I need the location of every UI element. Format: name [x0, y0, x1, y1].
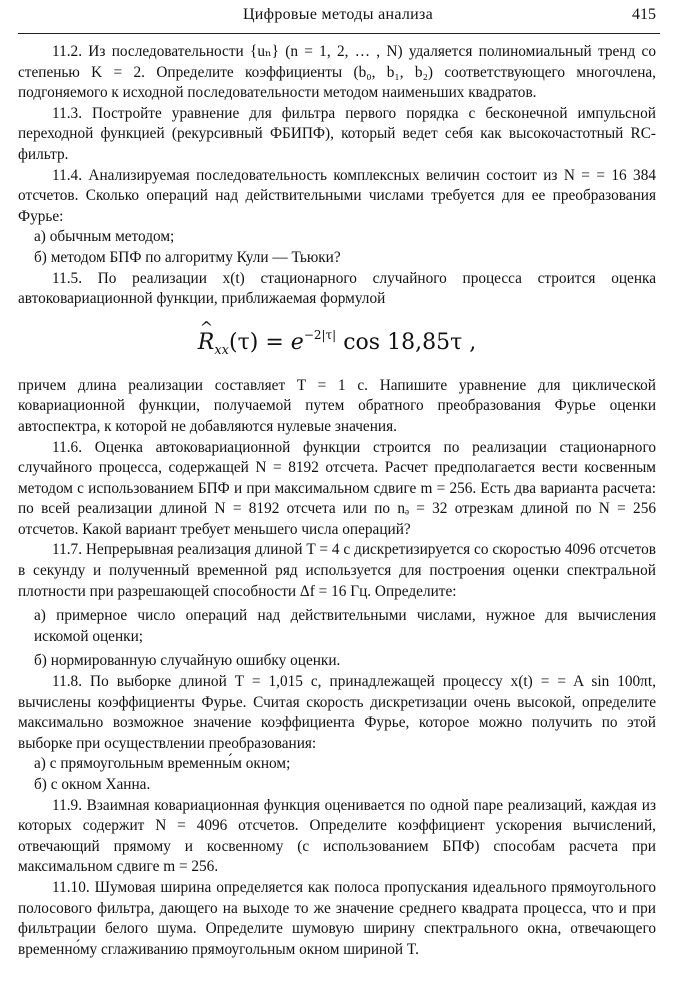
problem-11-6: 11.6. Оценка автоковариационной функции строится по реализации стационарного случайного процесса, содержащей N = 8192 отсчета. Расчет предполагается вести косвенным методом с использованием БПФ и при максимальном сдвиге m = 256. Есть два варианта расчета: по всей реализации длиной N = 8192 отсчета или по nₔ = 32 отрезкам длиной по N = 256 отсчетов. Какой вариант требует меньшего числа операций?	[18, 438, 656, 538]
formula-argument: (τ) =	[229, 329, 284, 355]
problem-11-4: 11.4. Анализируемая последовательность комплексных величин состоит из N = = 16 384 отсчетов. Сколько операций над действительными числами требуется для ее преобразования Фурье:	[18, 166, 656, 225]
problem-11-7-item-b: б) нормированную случайную ошибку оценки.	[34, 652, 341, 670]
running-head	[0, 6, 676, 32]
problem-11-2: 11.2. Из последовательности {uₙ} (n = 1, 2, … , N) удаляется полиномиальный тренд со степенью K = 2. Определите коэффициенты (b₀, b₁, b₂) соответствующего многочлена, подгоняемого к исходной последовательности методом наименьших квадратов.	[18, 43, 656, 102]
header-rule	[18, 33, 660, 34]
formula-exponent: −2|τ|	[303, 327, 337, 342]
formula-rhs: cos 18,85τ ,	[343, 329, 477, 355]
problem-11-10: 11.10. Шумовая ширина определяется как полоса пропускания идеального прямоугольного полосового фильтра, дающего на выходе то же значение среднего квадрата процесса, что и при фильтрации белого шума. Определите шумовую ширину спектрального окна, отвечающего временно́му сглаживанию прямоугольным окном шириной T.	[18, 878, 656, 958]
problem-11-8-item-b: б) с окном Ханна.	[34, 776, 151, 793]
formula-lhs-subscript: xx	[214, 342, 230, 358]
problem-11-7: 11.7. Непрерывная реализация длиной T = 4 с дискретизируется со скоростью 4096 отсчетов в секунду и полученный временной ряд используется для построения оценки спектральной плотности при разрешающей способности Δf = 16 Гц. Определите:	[18, 541, 656, 600]
running-title: Цифровые методы анализа	[242, 6, 434, 23]
formula-base: e	[290, 329, 304, 355]
problem-11-9: 11.9. Взаимная ковариационная функция оценивается по одной паре реализаций, каждая из которых содержит N = 4096 отсчетов. Определите коэффициент ускорения вычислений, отвечающий прямому и косвенному (с использованием БПФ) способам расчета при максимальном сдвиге m = 256.	[18, 796, 656, 876]
problem-11-8: 11.8. По выборке длиной T = 1,015 с, принадлежащей процессу x(t) = = A sin 100πt, вычислены коэффициенты Фурье. Считая скорость дискретизации очень высокой, определите максимально возможное значение коэффициента Фурье, которое можно получить по этой выборке при осуществлении преобразования:	[18, 673, 656, 752]
autocovariance-formula	[18, 320, 656, 366]
problem-11-5-continued: причем длина реализации составляет T = 1 с. Напишите уравнение для циклической ковариационной функции, получаемой путем обратного преобразования Фурье оценки автоспектра, к которой не добавляются нулевые значения.	[18, 376, 656, 435]
problem-list	[18, 42, 656, 960]
problem-11-4-item-a: а) обычным методом;	[34, 228, 175, 246]
problem-11-3: 11.3. Постройте уравнение для фильтра первого порядка с бесконечной импульсной переходной функцией (рекурсивный ФБИПФ), который ведет себя как высокочастотный RC-фильтр.	[18, 104, 656, 163]
formula-lhs: ^ R	[198, 328, 215, 358]
problem-11-4-item-b: б) методом БПФ по алгоритму Кули — Тьюки?	[34, 248, 341, 266]
page-number: 415	[632, 6, 656, 23]
problem-11-8-item-a: а) с прямоугольным временны́м окном;	[34, 755, 291, 773]
problem-11-5: 11.5. По реализации x(t) стационарного случайного процесса строится оценка автоковариационной функции, приближаемая формулой	[18, 269, 656, 308]
problem-11-7-item-a: а) примерное число операций над действительными числами, нужное для вычисления искомой оценки;	[34, 607, 656, 645]
